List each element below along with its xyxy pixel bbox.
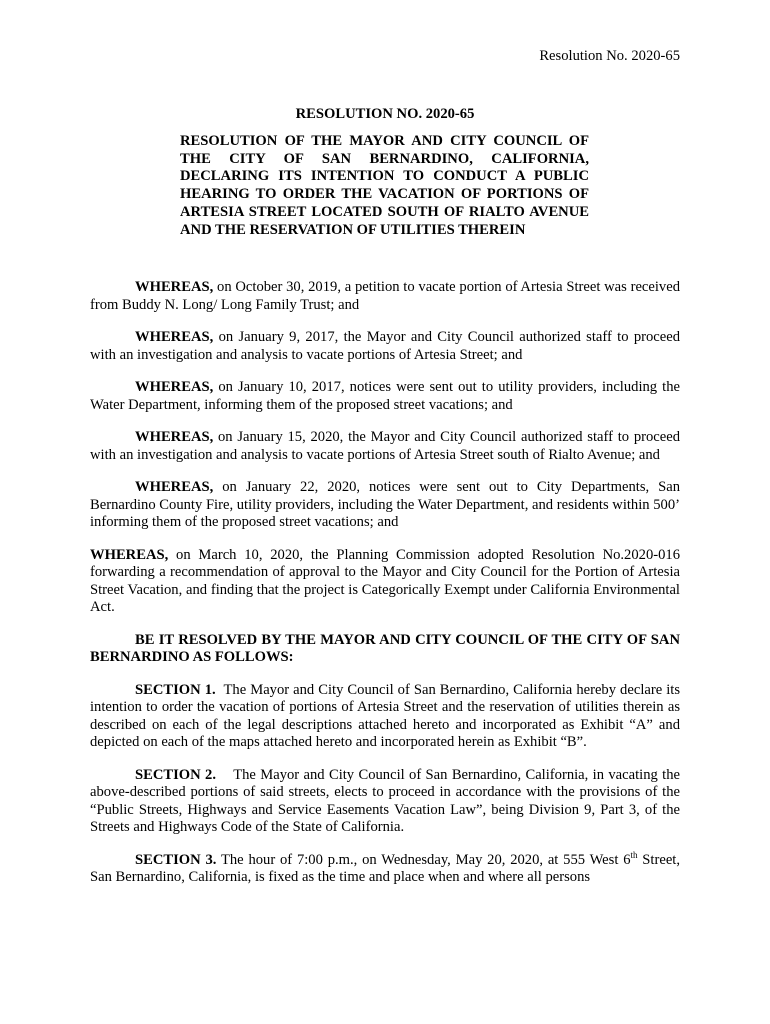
section-heading: SECTION 3.	[135, 851, 217, 868]
whereas-paragraph-2	[90, 329, 680, 364]
resolution-subtitle: RESOLUTION OF THE MAYOR AND CITY COUNCIL OF THE CITY OF SAN BERNARDINO, CALIFORNIA, DECLARING ITS INTENTION TO CONDUCT A PUBLIC HEARING TO ORDER THE VACATION OF PORTIONS OF ARTESIA STREET LOCATED SOUTH OF RIALTO AVENUE AND THE RESERVATION OF UTILITIES THEREIN	[180, 133, 589, 238]
section-3-paragraph	[90, 849, 681, 887]
whereas-paragraph-6	[90, 547, 680, 617]
paragraph-text: on March 10, 2020, the Planning Commission adopted Resolution No.2020-016 forwarding a recommendation of approval to the Mayor and City Council for the Portion of Artesia Street Vacation, and finding that the project is Categorically Exempt under California Environmental Act.	[90, 546, 680, 615]
paragraph-text: on January 10, 2017, notices were sent out to utility providers, including the Water Department, informing them of the proposed street vacations; and	[90, 379, 680, 413]
paragraph-lead: WHEREAS,	[135, 479, 214, 495]
whereas-paragraph-3	[90, 379, 680, 414]
whereas-paragraph-5	[90, 479, 680, 532]
resolution-title: RESOLUTION NO. 2020-65	[295, 106, 475, 122]
paragraph-text: The Mayor and City Council of San Bernardino, California hereby declare its intention to order the vacation of portions of Artesia Street and the reservation of utilities therein as described on each of the legal descriptions attached hereto and incorporated as Exhibit “A” and depicted on each of the maps attached hereto and incorporated herein as Exhibit “B”.	[90, 681, 684, 750]
paragraph-text: The Mayor and City Council of San Bernardino, California, in vacating the above-described portions of said streets, elects to proceed in accordance with the provisions of the “Public Streets, Highways and Service Easements Vacation Law”, being Division 9, Part 3, of the Streets and Highways Code of the State of California.	[90, 766, 684, 835]
paragraph-lead: WHEREAS,	[135, 429, 214, 445]
paragraph-text: on January 9, 2017, the Mayor and City Council authorized staff to proceed with an investigation and analysis to vacate portions of Artesia Street; and	[90, 329, 680, 363]
paragraph-lead: WHEREAS,	[90, 546, 169, 563]
paragraph-text: The hour of 7:00 p.m., on Wednesday, May 20, 2020, at 555 West 6	[216, 851, 631, 868]
whereas-paragraph-4	[90, 429, 680, 464]
document-body	[90, 279, 684, 902]
paragraph-text: on January 15, 2020, the Mayor and City Council authorized staff to proceed with an investigation and analysis to vacate portions of Artesia Street south of Rialto Avenue; and	[90, 429, 680, 463]
whereas-paragraph-1	[90, 279, 680, 314]
paragraph-text-continued: Street, San Bernardino, California, is fixed as the time and place when and where all persons	[90, 851, 681, 885]
section-2-paragraph	[90, 766, 684, 837]
paragraph-lead: WHEREAS,	[135, 329, 214, 345]
paragraph-lead: WHEREAS,	[135, 379, 214, 395]
section-1-paragraph	[90, 681, 684, 752]
paragraph-text: on October 30, 2019, a petition to vacate portion of Artesia Street was received from Buddy N. Long/ Long Family Trust; and	[90, 279, 680, 313]
header-resolution-number: Resolution No. 2020-65	[539, 48, 680, 64]
section-heading: SECTION 2.	[135, 766, 217, 783]
resolved-clause: BE IT RESOLVED BY THE MAYOR AND CITY COUNCIL OF THE CITY OF SAN BERNARDINO AS FOLLOWS:	[90, 631, 680, 665]
superscript-ordinal: th	[630, 849, 638, 860]
section-heading: SECTION 1.	[135, 681, 216, 698]
paragraph-text: on January 22, 2020, notices were sent out to City Departments, San Bernardino County Fire, utility providers, including the Water Department, and residents within 500’ informing them of the proposed street vacations; and	[90, 479, 680, 530]
paragraph-lead: WHEREAS,	[135, 279, 214, 295]
